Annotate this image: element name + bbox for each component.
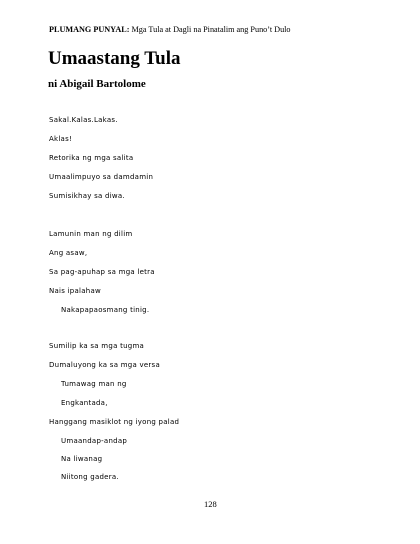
poem-line: Nais ipalahaw	[49, 287, 101, 295]
poem-line: Umaandap-andap	[61, 437, 128, 445]
poem-line: Aklas!	[49, 135, 73, 143]
poem-line: Na liwanag	[61, 455, 103, 463]
poem-line: Dumaluyong ka sa mga versa	[49, 361, 160, 369]
poem-line: Umaalimpuyo sa damdamin	[49, 173, 154, 181]
page-number: 128	[204, 499, 217, 509]
header-subtitle: Mga Tula at Dagli na Pinatalim ang Puno’t Dulo	[129, 25, 291, 34]
header-book-title: PLUMANG PUNYAL:	[49, 25, 130, 34]
poem-line: Sakal.Kalas.Lakas.	[49, 116, 118, 124]
poem-line: Nakapapaosmang tinig.	[61, 306, 150, 314]
poem-title: Umaastang Tula	[48, 48, 181, 69]
poem-author: ni Abigail Bartolome	[48, 78, 146, 90]
poem-line: Niitong gadera.	[61, 473, 119, 481]
poem-line: Hanggang masiklot ng iyong palad	[49, 418, 180, 426]
poem-line: Ang asaw,	[49, 249, 88, 257]
poem-line: Engkantada,	[61, 399, 108, 407]
poem-line: Sa pag-apuhap sa mga letra	[49, 268, 155, 276]
poem-line: Retorika ng mga salita	[49, 154, 134, 162]
poem-line: Sumisikhay sa diwa.	[49, 192, 125, 200]
poem-line: Tumawag man ng	[61, 380, 127, 388]
poem-line: Sumilip ka sa mga tugma	[49, 342, 145, 350]
running-header	[49, 25, 291, 34]
poem-line: Lamunin man ng dilim	[49, 230, 133, 238]
